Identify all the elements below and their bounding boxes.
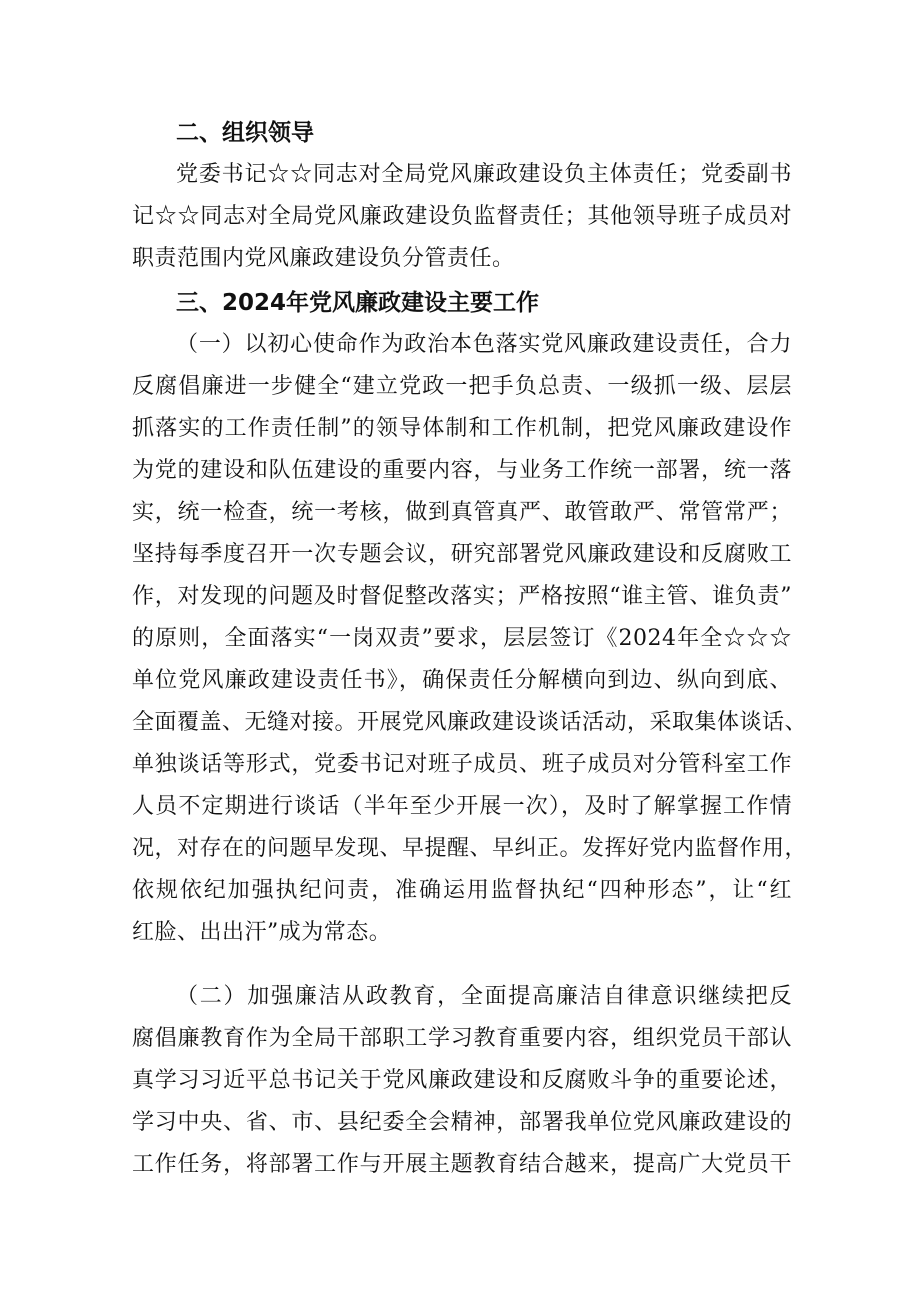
paragraph-line: 坚持每季度召开一次专题会议，研究部署党风廉政建设和反腐败工 xyxy=(132,542,792,567)
paragraph-line: 全面覆盖、无缝对接。开展党风廉政建设谈话活动，采取集体谈话、 xyxy=(132,710,808,735)
paragraph-line: 作，对发现的问题及时督促整改落实；严格按照“谁主管、谁负责” xyxy=(132,584,792,609)
paragraph-line: 单独谈话等形式，党委书记对班子成员、班子成员对分管科室工作 xyxy=(132,752,792,777)
paragraph-line: 职责范围内党风廉政建设负分管责任。 xyxy=(132,246,515,271)
paragraph-line: 实，统一检查，统一考核，做到真管真严、敢管敢严、常管常严； xyxy=(132,500,792,525)
section-heading-organization: 二、组织领导 xyxy=(176,120,314,146)
paragraph-line: 红脸、出出汗”成为常态。 xyxy=(132,920,392,945)
paragraph-line: （一）以初心使命作为政治本色落实党风廉政建设责任，合力 xyxy=(176,332,792,357)
paragraph-line: 的原则，全面落实“一岗双责”要求，层层签订《2024年全☆☆☆ xyxy=(132,626,792,651)
paragraph-line: 反腐倡廉进一步健全“建立党政一把手负总责、一级抓一级、层层 xyxy=(132,374,792,399)
paragraph-line: （二）加强廉洁从政教育，全面提高廉洁自律意识继续把反 xyxy=(176,984,792,1009)
paragraph-line: 学习中央、省、市、县纪委全会精神，部署我单位党风廉政建设的 xyxy=(132,1110,792,1135)
paragraph-line: 单位党风廉政建设责任书》，确保责任分解横向到边、纵向到底、 xyxy=(132,668,792,693)
paragraph-line: 依规依纪加强执纪问责，准确运用监督执纪“四种形态”，让“红 xyxy=(132,878,792,903)
paragraph-line: 记☆☆同志对全局党风廉政建设负监督责任；其他领导班子成员对 xyxy=(132,204,792,229)
paragraph-line: 抓落实的工作责任制”的领导体制和工作机制，把党风廉政建设作 xyxy=(132,416,792,441)
section-heading-main-work: 三、2024年党风廉政建设主要工作 xyxy=(176,290,540,316)
paragraph-line: 为党的建设和队伍建设的重要内容，与业务工作统一部署，统一落 xyxy=(132,458,792,483)
paragraph-line: 党委书记☆☆同志对全局党风廉政建设负主体责任；党委副书 xyxy=(176,162,792,187)
paragraph-line: 人员不定期进行谈话（半年至少开展一次），及时了解掌握工作情 xyxy=(132,794,792,819)
paragraph-line: 腐倡廉教育作为全局干部职工学习教育重要内容，组织党员干部认 xyxy=(132,1026,792,1051)
paragraph-line: 况，对存在的问题早发现、早提醒、早纠正。发挥好党内监督作用， xyxy=(132,836,808,861)
paragraph-line: 工作任务，将部署工作与开展主题教育结合越来，提高广大党员干 xyxy=(132,1152,792,1177)
paragraph-line: 真学习习近平总书记关于党风廉政建设和反腐败斗争的重要论述， xyxy=(132,1068,792,1093)
